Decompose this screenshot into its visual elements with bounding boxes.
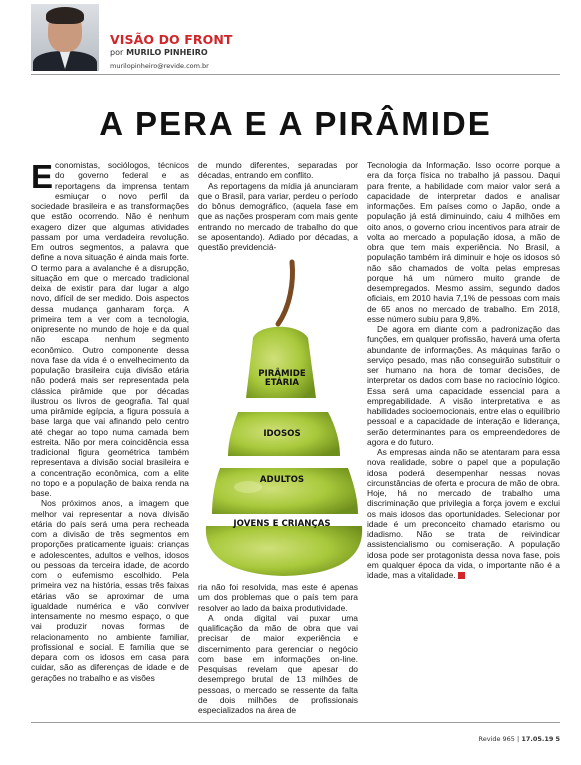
paragraph: As reportagens da mídia já anunciaram que o Brasil, para variar, perdeu o período do bônus demográfico, (aquela fase em que as nações prosperam com mais gente entrando no mercado de trabalho do que se aposentando). Adiado por décadas, a questão previdenciá- — [198, 180, 358, 252]
author-email: murilopinheiro@revide.com.br — [110, 62, 209, 70]
drop-cap: E — [31, 158, 54, 195]
paragraph: Nos próximos anos, a imagem que melhor vai representar a nova divisão etária do país será uma pera recheada com a divisão de três segmentos em proporções praticamente iguais: crianças e adolescentes, adultos e velhos, idosos ou pessoas da terceira idade, de acordo com o eufemismo escolhido. Pela primeira vez na história, essas três faixas etárias vão se aproximar de uma igualdade numérica e vão conviver intensamente no mesmo espaço, o que vai produzir novas formas de relacionamento no ambiente familiar, profissional e social. E família que se depara com os idosos em casa para cuidar, são as diferenças de idade e de gerações no trabalho e as visões — [31, 498, 189, 683]
page-footer: Revide 965 | 17.05.19 5 — [478, 735, 560, 743]
page-number: 5 — [555, 735, 560, 743]
column-section-title: VISÃO DO FRONT — [110, 32, 233, 47]
label-piramide: PIRÂMIDE — [258, 369, 306, 379]
label-adultos: ADULTOS — [259, 475, 305, 485]
label-jovens-criancas: JOVENS E CRIANÇAS — [233, 519, 331, 529]
body-column-3 — [367, 160, 560, 580]
paragraph: Economistas, sociólogos, técnicos do governo federal e as reportagens da imprensa tentam esmiuçar o novo perfil da sociedade brasileira e as transformações que estão ocorrendo. Não é nenhum exagero dizer que algumas atividades passam por uma verdadeira revolução. Em outros segmentos, a palavra que define a nova situação é ainda mais forte. O termo para a avalanche é a disrupção, situação em que o mercado tradicional deixa de existir para dar lugar a algo novo, difícil de ser medido. Dois aspectos dessa mudança ganharam força. A primeira tem a ver com a tecnologia, onipresente no mundo de hoje e da qual não escapa nenhum segmento econômico. Outro componente dessa nova fase da vida é o envelhecimento da população brasileira cuja divisão etária não poderá mais ser representada pela clássica pirâmide que por décadas ilustrou os livros de geografia. Tal qual uma pirâmide egípcia, a figura possuía a base larga que vai afinando pelo centro até chegar ao topo numa camada bem estreita. Não por mera coincidência essa tradicional figura geométrica também representava a divisão social brasileira e a concentração econômica, com a elite no topo e a população de baixa renda na base. — [31, 158, 189, 498]
paragraph: ria não foi resolvida, mas este é apenas um dos problemas que o país tem para resolver ao lado da baixa produtividade. — [198, 582, 358, 613]
body-column-1 — [31, 160, 189, 683]
label-etaria: ETÁRIA — [264, 378, 300, 388]
paragraph: A onda digital vai puxar uma qualificação da mão de obra que vai precisar de maior experiência e discernimento para gerenciar o negócio com base em informações on-line. Pesquisas revelam que apesar do desemprego brutal de 13 milhões de pessoas, o mercado se ressente da falta de dois milhões de profissionais especializados na área de — [198, 612, 358, 715]
header-divider — [31, 74, 560, 75]
author-photo — [31, 4, 99, 71]
pear-stem — [278, 262, 292, 324]
pear-pyramid-illustration — [198, 252, 366, 582]
footer-divider — [31, 722, 560, 723]
pear-slice-jovens — [206, 526, 362, 576]
article-headline: A PERA E A PIRÂMIDE — [99, 105, 492, 142]
byline-prefix: por — [110, 48, 124, 57]
author-name: MURILO PINHEIRO — [126, 48, 208, 57]
end-mark-icon: R — [458, 572, 465, 579]
body-column-2-bottom — [198, 582, 358, 715]
body-column-2-top — [198, 160, 358, 252]
label-idosos: IDOSOS — [263, 429, 301, 439]
magazine-issue: Revide 965 — [478, 735, 515, 743]
byline — [110, 48, 208, 57]
pear-graphic — [198, 252, 366, 582]
paragraph: Tecnologia da Informação. Isso ocorre porque a era da força física no trabalho já passou. Daqui para frente, a habilidade com maior valor será a capacidade de interpretar dados e analisar informações. Em países como o Japão, onde a população já está diminuindo, caiu 4 milhões em oito anos, o governo criou incentivos para atrair de volta ao mercado a população idosa, a mão de obra que tem mais experiência. No Brasil, a população também irá diminuir e hoje os idosos só não são chamados de volta pelas empresas porque há um número muito grande de desempregados. Mesmo assim, segundo dados oficiais, em 2010 havia 7,1% de pessoas com mais de 65 anos no mercado de trabalho. Em 2018, esse número subiu para 9,8%. — [367, 160, 560, 324]
paragraph: de mundo diferentes, separadas por décadas, entrando em conflito. — [198, 160, 358, 181]
paragraph: De agora em diante com a padronização das funções, em qualquer profissão, haverá uma oferta abundante de informações. As máquinas farão o serviço pesado, mas não conseguirão substituir o ser humano na hora de tomar decisões, de interpretar os dados com base no raciocínio lógico. Essa será uma capacidade essencial para a empregabilidade. A visão interpretativa e as habilidades socioemocionais, entre elas o equilíbrio pessoal e a capacidade de interação e liderança, serão determinantes para os empreendedores de agora e do futuro. — [367, 324, 560, 447]
issue-date: 17.05.19 — [521, 735, 554, 743]
paragraph: As empresas ainda não se atentaram para essa nova realidade, sobre o papel que a população idosa poderá desempenhar nessas novas circunstâncias de oferta e procura de mão de obra. Hoje, há no mercado de trabalho uma discriminação que privilegia a força jovem e exclui os mais idosos das oportunidades. Selecionar por idade é um preconceito chamado etarismo ou idadismo. Não se trata de reivindicar assistencialismo ou comiseração. A população idosa pode ser protagonista dessa nova fase, pois em qualquer época da vida, o importante não é a idade, mas a vitalidade. R — [367, 447, 560, 580]
